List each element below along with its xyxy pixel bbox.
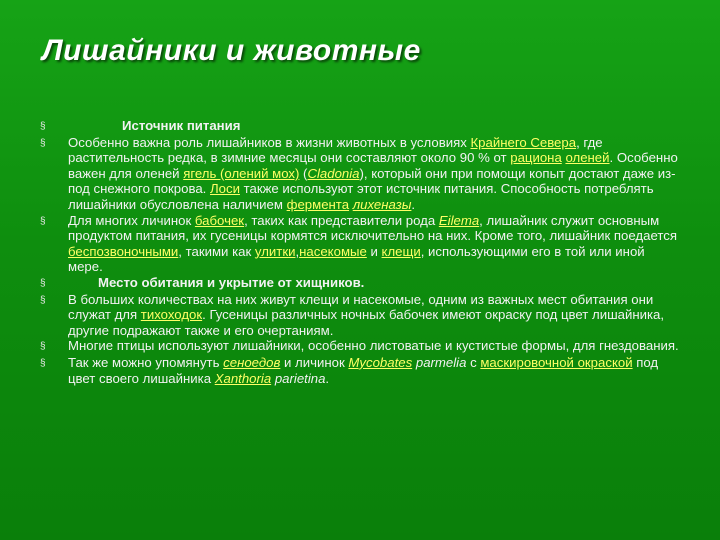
list-item [40,292,682,339]
text-span: , такими как [178,243,255,259]
bullet-icon: § [40,294,46,306]
list-item [40,355,682,386]
text-span: , использующими его в той или иной мере. [68,243,645,275]
text-span: В больших количествах на них живут клещи и насекомые, одним из важных мест обитания они служат для [68,291,654,323]
link-butterflies[interactable]: бабочек [194,212,245,228]
text-span: parmelia [415,354,467,370]
heading-habitat: Место обитания и укрытие от хищников. [98,274,365,290]
link-mites[interactable]: клещи [381,243,421,259]
link-enzyme[interactable]: фермента [286,196,350,212]
text-span: . [325,370,330,386]
text-span: с [466,354,481,370]
text-span: , [295,243,300,259]
link-diet[interactable]: рациона [510,150,562,166]
bullet-icon: § [40,341,46,353]
bullet-icon: § [40,121,46,132]
paragraph-larvae [68,213,682,275]
bullet-icon: § [40,277,46,289]
list-item [40,118,682,135]
link-psocids[interactable]: сеноедов [223,354,281,370]
text-span: и [366,243,382,259]
bullet-icon: § [40,137,46,149]
link-lichenase[interactable]: лихеназы [352,196,412,212]
list-item [40,213,682,275]
bullet-icon: § [40,357,46,369]
text-span: также используют этот источник питания. Способность потреблять лишайники обусловлена наличием [68,181,654,212]
text-span: Для многих личинок [68,212,195,228]
text-span: . [411,196,416,212]
bullet-icon: § [40,215,46,227]
text-span: Так же можно упомянуть [68,354,224,370]
text-span: , лишайник служит основным продуктом питания, их гусеницы кормятся исключительно на них. Кроме того, лишайник поедается [68,212,677,244]
slide-content [40,118,682,386]
link-mycobates[interactable]: Mycobates [348,354,413,370]
paragraph-mites-insects [68,292,682,339]
link-tardigrades[interactable]: тихоходок [140,307,203,323]
list-item [40,135,682,213]
text-span: parietina [274,370,326,386]
text-span: . Особенно важен для оленей [68,150,678,181]
paragraph-birds: Многие птицы используют лишайники, особенно листоватые и кустистые формы, для гнездования. [68,338,679,354]
text-span: , где растительность редка, в зимние месяцы они составляют около 90 % от [68,134,603,166]
link-cladonia[interactable]: Cladonia [307,165,360,181]
list-item [40,338,682,355]
slide-title: Лишайники и животные [42,34,421,67]
paragraph-reindeer [68,135,682,213]
link-moose[interactable]: Лоси [210,181,240,197]
link-xanthoria[interactable]: Xanthoria [214,370,272,386]
link-far-north[interactable]: Крайнего Севера [470,134,577,150]
heading-food-source: Источник питания [122,118,241,133]
text-span: ( [299,165,308,181]
text-span: , таких как представители рода [244,212,439,228]
link-insects[interactable]: насекомые [299,243,367,259]
link-reindeer[interactable]: оленей [565,150,610,166]
link-snails[interactable]: улитки [254,243,296,259]
link-camouflage[interactable]: маскировочной окраской [480,354,633,370]
text-span: ), который они при помощи копыт достают даже из-под снежного покрова. [68,165,676,197]
text-span: под цвет своего лишайника [68,354,659,386]
list-item [40,275,682,292]
paragraph-psocids [68,355,682,386]
text-span: и личинок [280,354,349,370]
text-span: . Гусеницы различных ночных бабочек имеют окраску под цвет лишайника, другие подражают также и его очертаниям. [68,307,665,338]
link-reindeer-moss[interactable]: ягель (олений мох) [183,165,300,181]
link-eilema[interactable]: Eilema [438,212,480,228]
link-invertebrates[interactable]: беспозвоночными [68,243,179,259]
text-span: Особенно важна роль лишайников в жизни животных в условиях [68,134,471,150]
